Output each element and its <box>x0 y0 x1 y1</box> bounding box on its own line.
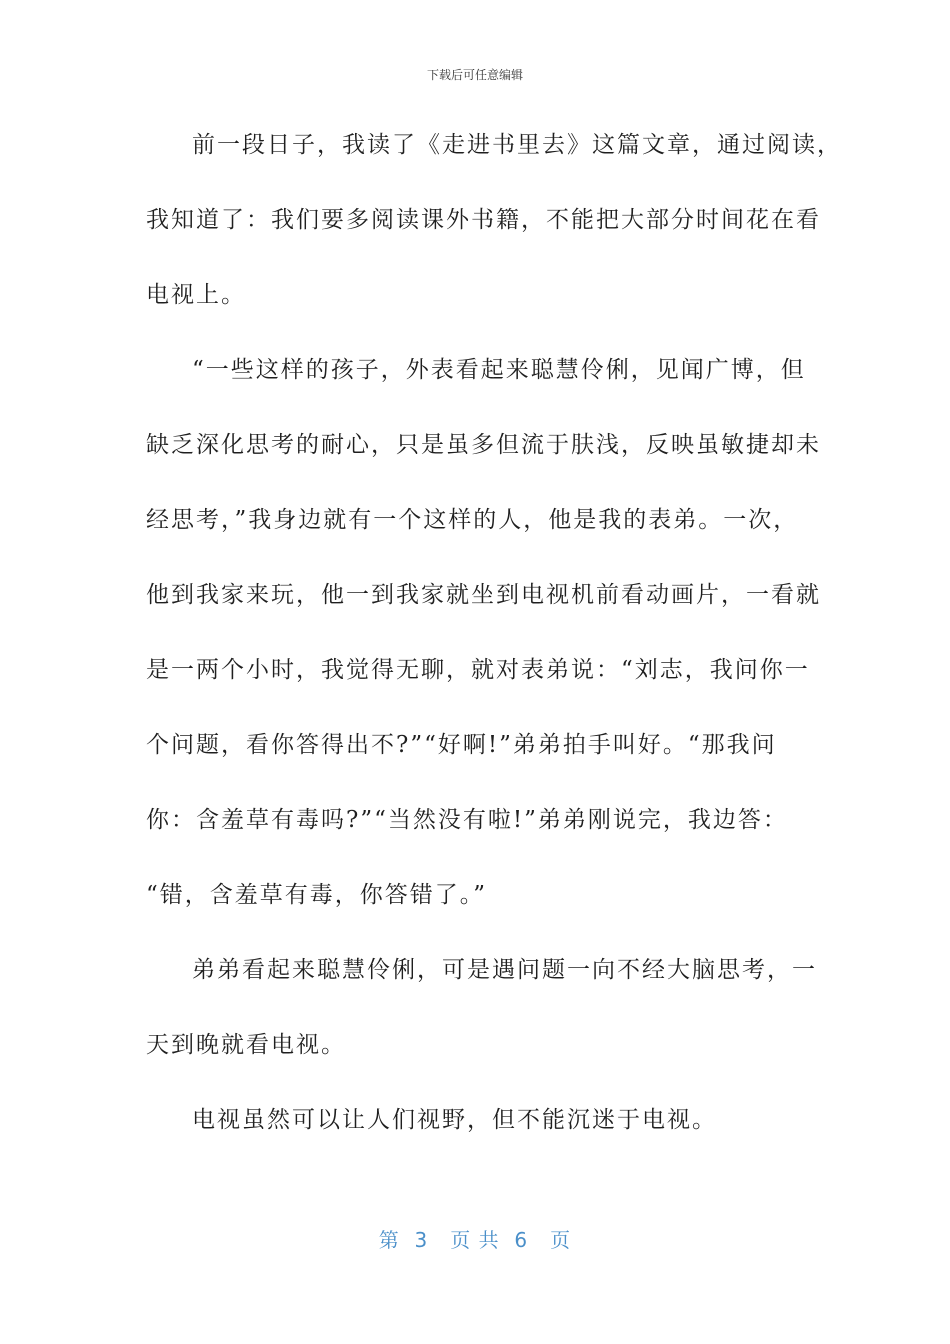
paragraph-3-line-1: 弟弟看起来聪慧伶俐，可是遇问题一向不经大脑思考，一 <box>192 957 817 983</box>
paragraph-4-line-1: 电视虽然可以让人们视野，但不能沉迷于电视。 <box>192 1107 717 1133</box>
paragraph-2-line-5: 是一两个小时，我觉得无聊，就对表弟说：“刘志，我问你一 <box>146 657 810 683</box>
paragraph-1-line-1: 前一段日子，我读了《走进书里去》这篇文章，通过阅读， <box>192 132 842 158</box>
paragraph-2-line-1: “一些这样的孩子，外表看起来聪慧伶俐，见闻广博，但 <box>192 357 806 383</box>
paragraph-3-line-2: 天到晚就看电视。 <box>146 1032 346 1058</box>
paragraph-2-line-7: 你：含羞草有毒吗?”“当然没有啦!”弟弟刚说完，我边答： <box>146 807 788 833</box>
paragraph-2-line-2: 缺乏深化思考的耐心，只是虽多但流于肤浅，反映虽敏捷却未 <box>146 432 821 458</box>
paragraph-1-line-2: 我知道了：我们要多阅读课外书籍，不能把大部分时间花在看 <box>146 207 821 233</box>
paragraph-2-line-6: 个问题，看你答得出不?”“好啊!”弟弟拍手叫好。“那我问 <box>146 732 777 758</box>
paragraph-2-line-3: 经思考，”我身边就有一个这样的人，他是我的表弟。一次， <box>146 507 799 533</box>
paragraph-1-line-3: 电视上。 <box>146 282 246 308</box>
paragraph-2-line-4: 他到我家来玩，他一到我家就坐到电视机前看动画片，一看就 <box>146 582 821 608</box>
paragraph-2-line-8: “错，含羞草有毒，你答错了。” <box>146 882 488 908</box>
page-header: 下载后可任意编辑 <box>426 68 523 82</box>
page-number-footer: 第 3 页 共 6 页 <box>378 1228 572 1252</box>
